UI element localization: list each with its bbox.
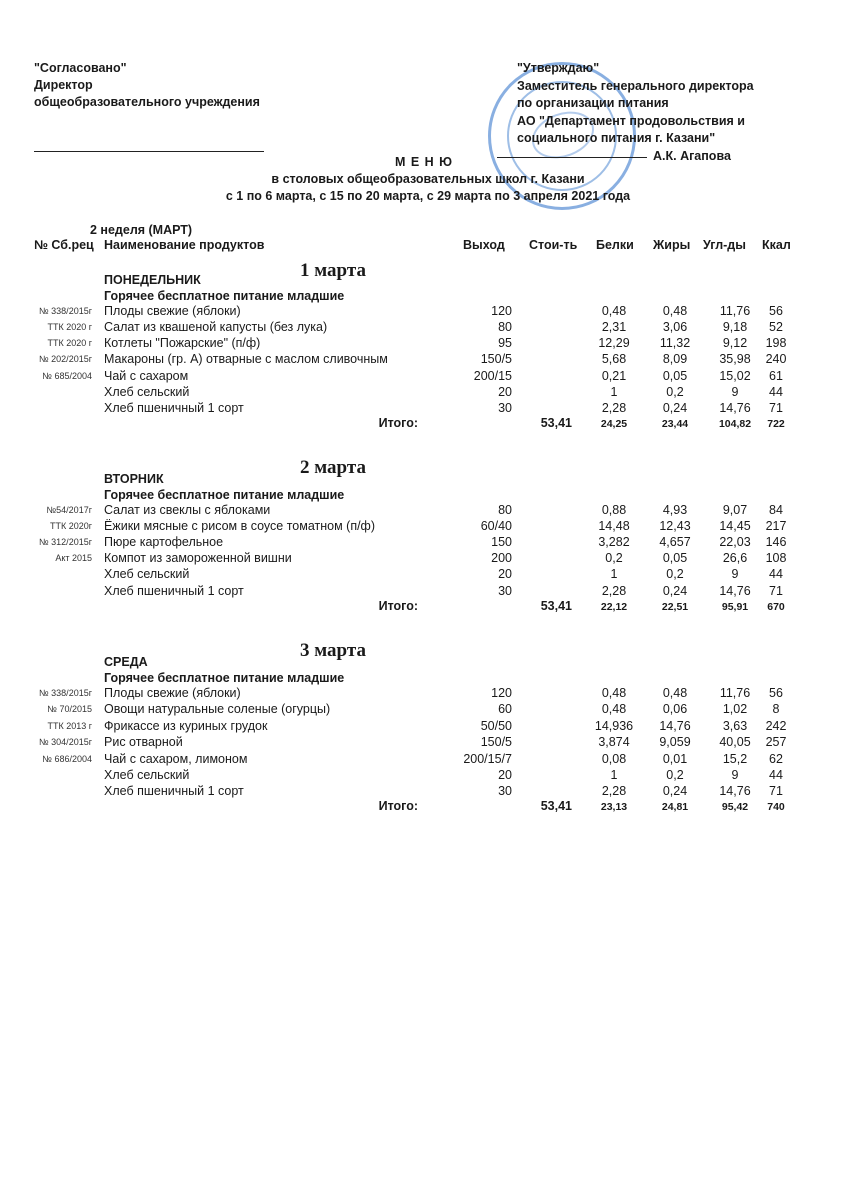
table-row bbox=[0, 752, 848, 768]
dish-output: 20 bbox=[498, 385, 512, 399]
total-row bbox=[0, 799, 848, 815]
recipe-code: № 202/2015г bbox=[39, 354, 92, 364]
approval-right-position-2: по организации питания bbox=[517, 96, 669, 110]
dish-carbs: 26,6 bbox=[722, 551, 748, 565]
dish-name: Салат из свеклы с яблоками bbox=[104, 503, 271, 517]
table-row bbox=[0, 503, 848, 519]
dish-output: 150/5 bbox=[480, 352, 512, 366]
dish-output: 150/5 bbox=[480, 735, 512, 749]
dish-name: Компот из замороженной вишни bbox=[104, 551, 292, 565]
day-date: 3 марта bbox=[300, 640, 366, 661]
dish-protein: 0,48 bbox=[601, 304, 627, 318]
dish-fat: 0,24 bbox=[662, 784, 688, 798]
dish-protein: 2,28 bbox=[601, 401, 627, 415]
recipe-code: Акт 2015 bbox=[55, 553, 92, 563]
dish-protein: 2,31 bbox=[601, 320, 627, 334]
col-header-name: Наименование продуктов bbox=[104, 238, 265, 252]
dish-fat: 0,48 bbox=[662, 304, 688, 318]
dish-output: 120 bbox=[491, 686, 512, 700]
total-protein: 24,25 bbox=[600, 418, 628, 430]
dish-protein: 14,936 bbox=[594, 719, 634, 733]
dish-fat: 0,24 bbox=[662, 584, 688, 598]
total-label: Итого: bbox=[378, 599, 418, 613]
approval-left-block bbox=[34, 60, 260, 111]
dish-carbs: 14,45 bbox=[719, 519, 751, 533]
dish-fat: 0,24 bbox=[662, 401, 688, 415]
dish-name: Хлеб сельский bbox=[104, 567, 190, 581]
dish-carbs: 40,05 bbox=[719, 735, 751, 749]
dish-protein: 12,29 bbox=[598, 336, 630, 350]
dish-carbs: 1,02 bbox=[722, 702, 748, 716]
approval-left-title: "Согласовано" bbox=[34, 61, 127, 75]
dish-protein: 1 bbox=[610, 567, 618, 581]
table-row bbox=[0, 401, 848, 417]
total-kcal: 670 bbox=[767, 601, 785, 613]
dish-output: 60 bbox=[498, 702, 512, 716]
col-header-output: Выход bbox=[463, 238, 505, 252]
dish-carbs: 14,76 bbox=[719, 784, 751, 798]
dish-fat: 4,657 bbox=[659, 535, 691, 549]
dish-fat: 9,059 bbox=[659, 735, 691, 749]
dish-kcal: 257 bbox=[765, 735, 787, 749]
total-fat: 22,51 bbox=[661, 601, 689, 613]
table-row bbox=[0, 304, 848, 320]
dish-kcal: 146 bbox=[765, 535, 787, 549]
dish-output: 80 bbox=[498, 320, 512, 334]
dish-fat: 0,05 bbox=[662, 551, 688, 565]
approval-right-org-2: социального питания г. Казани" bbox=[517, 131, 716, 145]
total-cost: 53,41 bbox=[540, 416, 572, 430]
dish-name: Салат из квашеной капусты (без лука) bbox=[104, 320, 328, 334]
dish-output: 120 bbox=[491, 304, 512, 318]
dish-kcal: 242 bbox=[765, 719, 787, 733]
dish-kcal: 71 bbox=[769, 401, 783, 415]
col-header-code: № Сб.рец bbox=[34, 238, 94, 252]
dish-protein: 0,2 bbox=[605, 551, 623, 565]
day-date: 1 марта bbox=[300, 260, 366, 281]
col-header-kcal: Ккал bbox=[762, 238, 791, 252]
signature-line-left bbox=[34, 151, 264, 152]
dish-carbs: 14,76 bbox=[719, 584, 751, 598]
dish-fat: 4,93 bbox=[662, 503, 688, 517]
dish-carbs: 9 bbox=[731, 567, 739, 581]
table-row bbox=[0, 735, 848, 751]
dish-name: Хлеб пшеничный 1 сорт bbox=[104, 401, 244, 415]
total-protein: 23,13 bbox=[600, 801, 628, 813]
table-row bbox=[0, 369, 848, 385]
total-protein: 22,12 bbox=[600, 601, 628, 613]
recipe-code: № 312/2015г bbox=[39, 537, 92, 547]
table-row bbox=[0, 551, 848, 567]
table-row bbox=[0, 768, 848, 784]
dish-kcal: 71 bbox=[769, 584, 783, 598]
dish-protein: 0,08 bbox=[601, 752, 627, 766]
total-kcal: 740 bbox=[767, 801, 785, 813]
dish-kcal: 108 bbox=[765, 551, 787, 565]
dish-fat: 12,43 bbox=[659, 519, 691, 533]
dish-carbs: 9,12 bbox=[722, 336, 748, 350]
week-label: 2 неделя (МАРТ) bbox=[90, 223, 193, 237]
total-carbs: 104,82 bbox=[718, 418, 752, 430]
recipe-code: ТТК 2020 г bbox=[47, 338, 92, 348]
dish-kcal: 84 bbox=[769, 503, 783, 517]
recipe-code: ТТК 2013 г bbox=[47, 721, 92, 731]
dish-protein: 0,48 bbox=[601, 702, 627, 716]
dish-fat: 14,76 bbox=[659, 719, 691, 733]
approval-left-position: Директор bbox=[34, 78, 93, 92]
total-row bbox=[0, 416, 848, 432]
dish-protein: 5,68 bbox=[601, 352, 627, 366]
table-row bbox=[0, 519, 848, 535]
dish-fat: 3,06 bbox=[662, 320, 688, 334]
dish-output: 200/15/7 bbox=[463, 752, 512, 766]
dish-output: 50/50 bbox=[480, 719, 512, 733]
dish-name: Пюре картофельное bbox=[104, 535, 224, 549]
dish-fat: 0,06 bbox=[662, 702, 688, 716]
dish-name: Котлеты "Пожарские" (п/ф) bbox=[104, 336, 261, 350]
recipe-code: ТТК 2020г bbox=[49, 521, 92, 531]
table-row bbox=[0, 336, 848, 352]
dish-fat: 0,2 bbox=[666, 385, 684, 399]
recipe-code: № 70/2015 bbox=[47, 704, 92, 714]
total-label: Итого: bbox=[378, 799, 418, 813]
dish-kcal: 44 bbox=[769, 768, 783, 782]
total-carbs: 95,42 bbox=[721, 801, 749, 813]
day-date: 2 марта bbox=[300, 457, 366, 478]
dish-protein: 1 bbox=[610, 385, 618, 399]
total-cost: 53,41 bbox=[540, 799, 572, 813]
dish-output: 95 bbox=[498, 336, 512, 350]
approval-right-title: "Утверждаю" bbox=[517, 61, 600, 75]
dish-output: 80 bbox=[498, 503, 512, 517]
dish-name: Овощи натуральные соленые (огурцы) bbox=[104, 702, 331, 716]
col-header-cost: Стои-ть bbox=[529, 238, 578, 252]
total-fat: 23,44 bbox=[661, 418, 689, 430]
dish-carbs: 11,76 bbox=[719, 686, 751, 700]
dish-kcal: 52 bbox=[769, 320, 783, 334]
col-header-protein: Белки bbox=[596, 238, 634, 252]
dish-carbs: 14,76 bbox=[719, 401, 751, 415]
dish-fat: 0,2 bbox=[666, 768, 684, 782]
table-row bbox=[0, 385, 848, 401]
dish-name: Макароны (гр. А) отварные с маслом сливочным bbox=[104, 352, 388, 366]
day-weekday: ПОНЕДЕЛЬНИК bbox=[104, 273, 201, 287]
approval-left-org: общеобразовательного учреждения bbox=[34, 95, 260, 109]
dish-name: Хлеб сельский bbox=[104, 385, 190, 399]
dish-carbs: 9,18 bbox=[722, 320, 748, 334]
dish-protein: 3,282 bbox=[598, 535, 630, 549]
dish-carbs: 9 bbox=[731, 768, 739, 782]
total-fat: 24,81 bbox=[661, 801, 689, 813]
table-row bbox=[0, 352, 848, 368]
dish-fat: 8,09 bbox=[662, 352, 688, 366]
dish-name: Чай с сахаром, лимоном bbox=[104, 752, 248, 766]
dish-name: Рис отварной bbox=[104, 735, 183, 749]
total-kcal: 722 bbox=[767, 418, 785, 430]
total-carbs: 95,91 bbox=[721, 601, 749, 613]
dish-kcal: 56 bbox=[769, 304, 783, 318]
meal-category: Горячее бесплатное питание младшие bbox=[104, 671, 345, 685]
dish-protein: 0,88 bbox=[601, 503, 627, 517]
table-row bbox=[0, 535, 848, 551]
dish-name: Хлеб пшеничный 1 сорт bbox=[104, 584, 244, 598]
table-row bbox=[0, 567, 848, 583]
dish-kcal: 240 bbox=[765, 352, 787, 366]
table-row bbox=[0, 702, 848, 718]
day-weekday: ВТОРНИК bbox=[104, 472, 164, 486]
table-row bbox=[0, 784, 848, 800]
dish-fat: 0,01 bbox=[662, 752, 688, 766]
dish-output: 30 bbox=[498, 784, 512, 798]
dish-fat: 11,32 bbox=[659, 336, 691, 350]
dish-fat: 0,48 bbox=[662, 686, 688, 700]
dish-carbs: 22,03 bbox=[719, 535, 751, 549]
table-row bbox=[0, 686, 848, 702]
dish-output: 150 bbox=[491, 535, 512, 549]
dish-carbs: 3,63 bbox=[722, 719, 748, 733]
table-row bbox=[0, 719, 848, 735]
dish-carbs: 9 bbox=[731, 385, 739, 399]
dish-kcal: 56 bbox=[769, 686, 783, 700]
dish-protein: 1 bbox=[610, 768, 618, 782]
dish-output: 60/40 bbox=[480, 519, 512, 533]
recipe-code: № 338/2015г bbox=[39, 306, 92, 316]
dish-kcal: 198 bbox=[765, 336, 787, 350]
recipe-code: № 304/2015г bbox=[39, 737, 92, 747]
document-period: с 1 по 6 марта, с 15 по 20 марта, с 29 марта по 3 апреля 2021 года bbox=[225, 189, 631, 203]
dish-carbs: 9,07 bbox=[722, 503, 748, 517]
approval-right-block bbox=[517, 60, 754, 165]
dish-name: Хлеб пшеничный 1 сорт bbox=[104, 784, 244, 798]
dish-fat: 0,2 bbox=[666, 567, 684, 581]
approval-right-org: АО "Департамент продовольствия и bbox=[517, 113, 745, 128]
dish-protein: 14,48 bbox=[598, 519, 630, 533]
day-weekday: СРЕДА bbox=[104, 655, 148, 669]
meal-category: Горячее бесплатное питание младшие bbox=[104, 488, 345, 502]
dish-protein: 2,28 bbox=[601, 784, 627, 798]
recipe-code: №54/2017г bbox=[46, 505, 92, 515]
col-header-carbs: Угл-ды bbox=[703, 238, 746, 252]
dish-protein: 2,28 bbox=[601, 584, 627, 598]
dish-output: 20 bbox=[498, 567, 512, 581]
recipe-code: № 338/2015г bbox=[39, 688, 92, 698]
dish-output: 200 bbox=[491, 551, 512, 565]
dish-name: Плоды свежие (яблоки) bbox=[104, 686, 241, 700]
dish-carbs: 15,2 bbox=[722, 752, 748, 766]
dish-kcal: 71 bbox=[769, 784, 783, 798]
dish-carbs: 35,98 bbox=[719, 352, 751, 366]
dish-name: Ёжики мясные с рисом в соусе томатном (п/ф) bbox=[104, 519, 376, 533]
dish-kcal: 44 bbox=[769, 385, 783, 399]
dish-kcal: 61 bbox=[769, 369, 783, 383]
dish-kcal: 44 bbox=[769, 567, 783, 581]
dish-output: 200/15 bbox=[473, 369, 512, 383]
recipe-code: ТТК 2020 г bbox=[47, 322, 92, 332]
table-row bbox=[0, 320, 848, 336]
meal-category: Горячее бесплатное питание младшие bbox=[104, 289, 345, 303]
dish-kcal: 8 bbox=[772, 702, 780, 716]
approval-right-position: Заместитель генерального директора bbox=[517, 78, 754, 93]
total-label: Итого: bbox=[378, 416, 418, 430]
dish-output: 30 bbox=[498, 401, 512, 415]
total-row bbox=[0, 599, 848, 615]
dish-fat: 0,05 bbox=[662, 369, 688, 383]
recipe-code: № 685/2004 bbox=[42, 371, 92, 381]
dish-protein: 0,21 bbox=[601, 369, 627, 383]
dish-kcal: 217 bbox=[765, 519, 787, 533]
dish-carbs: 11,76 bbox=[719, 304, 751, 318]
dish-protein: 3,874 bbox=[598, 735, 630, 749]
dish-kcal: 62 bbox=[769, 752, 783, 766]
dish-output: 30 bbox=[498, 584, 512, 598]
col-header-fat: Жиры bbox=[653, 238, 691, 252]
total-cost: 53,41 bbox=[540, 599, 572, 613]
signatory-name: А.К. Агапова bbox=[653, 148, 731, 163]
document-subtitle: в столовых общеобразовательных школ г. Казани bbox=[271, 172, 585, 186]
dish-protein: 0,48 bbox=[601, 686, 627, 700]
dish-name: Чай с сахаром bbox=[104, 369, 189, 383]
dish-name: Хлеб сельский bbox=[104, 768, 190, 782]
document-title: М Е Н Ю bbox=[394, 155, 454, 169]
dish-carbs: 15,02 bbox=[719, 369, 751, 383]
recipe-code: № 686/2004 bbox=[42, 754, 92, 764]
dish-name: Плоды свежие (яблоки) bbox=[104, 304, 241, 318]
table-row bbox=[0, 584, 848, 600]
dish-name: Фрикассе из куриных грудок bbox=[104, 719, 268, 733]
dish-output: 20 bbox=[498, 768, 512, 782]
